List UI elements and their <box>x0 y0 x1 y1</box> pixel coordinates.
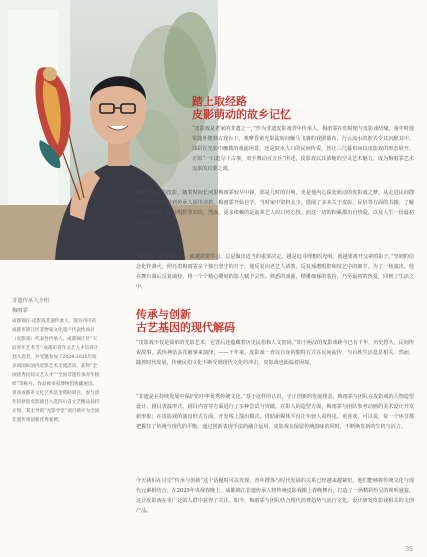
section1-title-line1: 踏上取经路 <box>192 95 247 108</box>
sidebar-bio: 成都锦江·皮影戏非遗传承人。现为四川省成都市锦江区非物质文化遗产代表性项目（皮影戏）代表性传承人，成都锦江区“天府青年艺术节”·成都市青年文艺人才培养计划入选者，并受邀参加了2024-2025年度多项国际国内皮影艺术交流活动，获得“全国优秀民间文艺人才”“全国非遗传承青年榜样”等称号，作品被多家博物馆收藏展出。曾获成都市文化艺术基金资助项目，参与创作的原创皮影剧目入选四川省文艺精品扶持计划，其主导的“光影学堂”项目被评为全国非遗传承创新优秀案例。 <box>12 319 100 423</box>
section2-paragraph-3: 今天我们在讨论“传承与创新”这个话题时可以发现，青年群体与时代发展的关系已经越来越紧密，他们能够将传统文化与现代元素相结合。在2025年央视春晚上，成都锦江非遗传承人将传统皮影戏搬上春晚舞台，打造了一场精彩纷呈的视听盛宴，这让皮影戏在更广泛的人群中获得了关注。如今，梅雨霏与团队结合现代消费趋势与流行文化，设计研发皮影戏相关的文创产品。 <box>136 478 414 514</box>
sidebar-heading-line1: 非遗传承人介绍 <box>12 298 50 304</box>
sidebar-heading-line2: 梅雨霏 <box>12 308 28 314</box>
section1-paragraph-3: “我年轻人越是爱皮影，就越需要学习。总是做出适当的重要决定。越是追寻理想的光明，就越要离开父辈的影子。”坚韧的信念化作盏火，照亮着梅雨霏多个独自坚守的日子。他反复向老艺人请教，反复琢磨唱腔和技艺中的细节。为了一场演出，他在舞台幕后反复调校，将一个个精心雕刻的影人赋予灵性。熟悉的戏曲，精雕细琢的装扮，乃至最初的热爱，回到了生活之中。 <box>136 254 414 290</box>
page-number: 35 <box>405 546 413 553</box>
section2-title-line2: 古艺基因的现代解码 <box>136 321 235 334</box>
section2-paragraph-2: “非遗是在持续发展中保护的中华优秀传统文化。”基于这样的认识，守正创新的发展理念，梅雨霏与团队在皮影戏的人物造型设计、剧目表演形式、剧目内容等方面进行了多种尝试与突破。在影人的造型方面，梅雨霏与团队参考动画的美术设计开发新形象；在皮影戏的演出形式方面，开发线上演出模式，借助新媒体平台让年轻人看得见、更喜欢。可以说，每一个环节都把握住了传统与现代的平衡。通过创新表现手法的融合运用，皮影戏在保留传统韵味的同时，不断焕发新的生机与活力。 <box>136 394 414 430</box>
section1-title-line2: 皮影萌动的故乡记忆 <box>192 108 291 121</box>
sidebar-heading <box>12 296 106 316</box>
section2-paragraph-1: “皮影戏不仅是简单的光影艺术，它背后还蕴藏着历史民俗和人文密码。”始于两汉的皮影戏距今已有千年，历史悠久，民间传说故事、武侠神话多次被拿来演绎。——千年来，皮影戏一直以自身的独特方式在民间流传，与百姓生活息息相关。然而，随着时代发展，传统民俗文化不断受到现代文化的冲击，皮影戏也面临着困境。 <box>136 340 414 366</box>
section1-paragraph-2: 童年记忆中的皮影，随着时间长河里梅雨霏较早中锋，那是儿时的召唤，更是他内心深处萌动的皮影戏之梦。从走进民间搜集到的古戏资料到传承人那里请教，梅雨霏开始自学。当时家中资料太少，借阅了多本关于皮影、民俗等方面的书籍，了解了演出设备、剧目唱腔等知识，然而，更多依赖的是前辈艺人的口传心授。而这一切的积累都出自热爱，以及人生一份最初的责任。 <box>136 190 414 226</box>
section1-paragraph-1: “皮影戏是老家的非遗之一，”作为非遗皮影戏青年传承人，梅雨霏在幼时便与皮影戏结缘。童年时他常随外婆到古戏台下，观摩昏黄光影流转间触马飞骑的戏剧幕布，行云流水的腔式令其沉醉其中。油彩在光影中幽微的戏曲场景，还是鼓水人口的民间传说，皆让三尺幕布间以皮影戏的形态展开。正如“一口道尽千古事，双手舞动百万兵”所述，皮影戏以其浓缩的空灵艺术魅力，成为梅雨霏艺术追求的启蒙之源。 <box>192 126 414 172</box>
section2-title-line1: 传承与创新 <box>136 308 191 321</box>
